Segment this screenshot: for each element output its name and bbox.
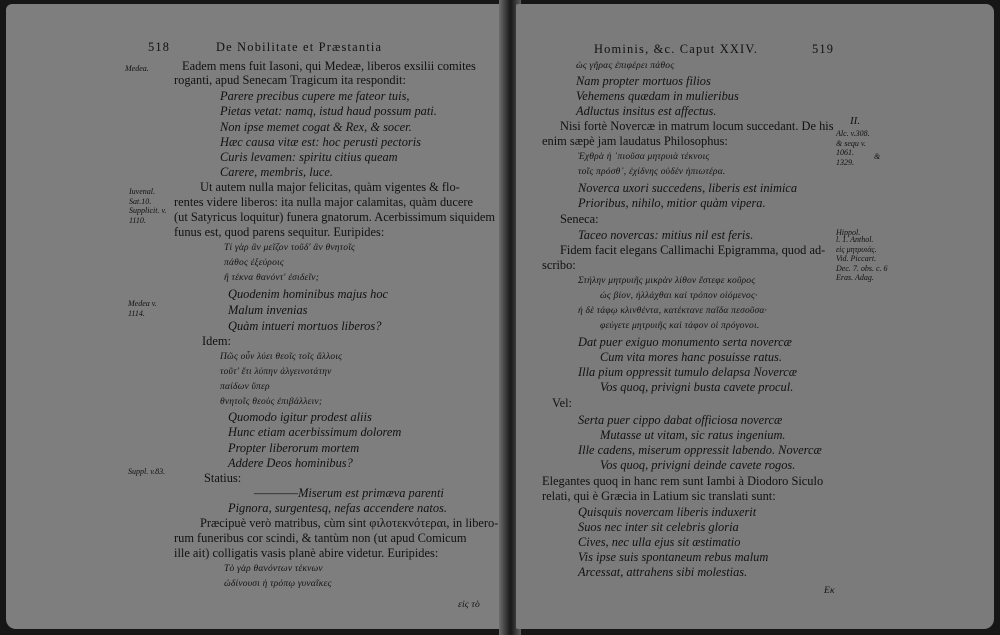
verse-line: Ille cadens, miserum oppressit labendo. Novercæ (578, 443, 822, 457)
verse-line: Curis levamen: spiritu citius queam (220, 150, 398, 164)
verse-line: Malum invenias (228, 303, 308, 317)
text-line: enim sæpè jam laudatus Philosophus: (542, 134, 728, 148)
greek-line: ἢ τέκνα θανόντ' ἐσιδεῖν; (224, 273, 320, 283)
greek-line: Πῶς οὖν λύει θεοῖς τοῖς ἄλλοις (220, 352, 343, 362)
verse-line: Carere, membris, luce. (220, 165, 333, 179)
verse-line: Addere Deos hominibus? (228, 456, 353, 470)
verse-line: Pietas vetat: namq, istud haud possum pati. (220, 104, 437, 118)
greek-line: Στήλην μητρυιῆς μικρὰν λίθον ἔστεφε κοῦρος (578, 276, 756, 286)
margin-note: l. 1. Anthol. εἰς μητρυιάς. Vid. Piccart. Dec. 7. obs. c. 6 Eras. Adag. (836, 235, 888, 282)
margin-note: Hippol. (836, 228, 861, 237)
greek-line: ὡς γῆρας ἐπιφέρει πάθος (576, 61, 675, 71)
verse-line: Vis ipse suis spontaneum rebus malum (578, 550, 769, 564)
text-line: scribo: (542, 258, 576, 272)
catchword: Εκ (824, 586, 835, 596)
margin-note: II. (850, 115, 861, 127)
verse-line: Vehemens quædam in mulieribus (576, 89, 739, 103)
text-line: Vel: (552, 396, 572, 410)
verse-line: Dat puer exiguo monumento serta novercæ (578, 335, 792, 349)
verse-line: ————Miserum est primæva parenti (254, 486, 444, 500)
greek-line: φεύγετε μητρυιῆς καὶ τάφον οἱ πρόγονοι. (600, 321, 760, 331)
verse-line: Non ipse memet cogat & Rex, & socer. (220, 120, 412, 134)
margin-note: Alc. v.308. & sequ v. 1061. 1329. (836, 129, 870, 167)
margin-note: Medea. (125, 64, 149, 73)
verse-line: Vos quoq, privigni deinde cavete rogos. (600, 458, 796, 472)
verse-line: Mutasse ut vitam, sic ratus ingenium. (600, 428, 786, 442)
text-line: Seneca: (560, 212, 599, 226)
text-line: Eadem mens fuit Iasoni, qui Medeæ, liberos exsilii comites (182, 59, 476, 73)
verse-line: Taceo novercas: mitius nil est feris. (578, 228, 754, 242)
page-number: 519 (812, 42, 835, 56)
text-line: Statius: (204, 471, 242, 485)
margin-note: Suppl. v.83. (128, 467, 166, 476)
running-head: De Nobilitate et Præstantia (216, 40, 383, 54)
greek-line: Τί γὰρ ἂν μεῖζον τοῦδ' ἂν θνητοῖς (224, 243, 356, 253)
verse-line: Hæc causa vitæ est: hoc perusti pectoris (220, 135, 421, 149)
text-line: Præcipuè verò matribus, cùm sint φιλοτεκνότεραι, in libero- (200, 516, 499, 530)
verse-line: Parere precibus cupere me fateor tuis, (220, 89, 410, 103)
greek-line: παίδων ὕπερ (220, 382, 270, 392)
text-line: rum funeribus cor scindi, & tantùm non (ut apud Comicum (174, 531, 467, 545)
verse-line: Quomodo igitur prodest aliis (228, 410, 372, 424)
greek-line: Ἐχθρὰ ἡ ᾽πιοῦσα μητρυιὰ τέκνοις (578, 152, 710, 162)
verse-line: Prioribus, nihilo, mitior quàm vipera. (578, 196, 766, 210)
greek-line: Τὸ γὰρ θανόντων τέκνων (224, 564, 323, 574)
right-page (516, 4, 994, 629)
text-line: roganti, apud Senecam Tragicum ita respondit: (174, 73, 406, 87)
verse-line: Arcessat, attrahens sibi molestias. (578, 565, 748, 579)
greek-line: τοῦτ' ἔτι λύπην ἀλγεινοτάτην (220, 367, 332, 377)
text-line: Fidem facit elegans Callimachi Epigramma, quod ad- (560, 243, 826, 257)
verse-line: Serta puer cippo dabat officiosa novercæ (578, 413, 783, 427)
greek-line: τοῖς πρόσθ᾽, ἐχίδνης οὐδὲν ἠπιωτέρα. (578, 167, 726, 177)
verse-line: Cum vita mores hanc posuisse ratus. (600, 350, 782, 364)
verse-line: Hunc etiam acerbissimum dolorem (228, 425, 402, 439)
greek-line: ὡς βίον, ἠλλάχθαι καὶ τρόπον οἰόμενος· (600, 291, 758, 301)
text-line: rentes videre liberos: ita nulla major calamitas, quàm ducere (174, 195, 473, 209)
verse-line: Quisquis novercam liberis induxerit (578, 505, 757, 519)
text-line: funus est, quod parens sequitur. Euripides: (174, 225, 385, 239)
greek-line: ἡ δὲ τάφῳ κλινθέντα, κατέκτανε παῖδα πεσοῦσα· (578, 306, 768, 316)
verse-line: Vos quoq, privigni busta cavete procul. (600, 380, 794, 394)
margin-note: & (874, 152, 881, 161)
text-line: Nisi fortè Novercæ in matrum locum succedant. De his (560, 119, 834, 133)
margin-note: Medea v. 1114. (128, 299, 157, 318)
greek-line: πάθος ἐξεύροις (224, 258, 284, 268)
text-line: Ut autem nulla major felicitas, quàm vigentes & flo- (200, 180, 460, 194)
verse-line: Noverca uxori succedens, liberis est inimica (578, 181, 798, 195)
text-line: ille ait) colligatis vasis planè abire videtur. Euripides: (174, 546, 439, 560)
verse-line: Pignora, surgentesq, nefas accendere natos. (228, 501, 447, 515)
greek-line: θνητοῖς θεοὺς ἐπιβάλλειν; (220, 397, 323, 407)
text-line: relati, qui è Græcia in Latium sic translati sunt: (542, 489, 776, 503)
verse-line: Illa pium oppressit tumulo delapsa Novercæ (578, 365, 798, 379)
verse-line: Propter liberorum mortem (228, 441, 360, 455)
catchword: εἰς τὸ (458, 600, 480, 610)
text-line: Idem: (202, 334, 231, 348)
text-line: Elegantes quoq in hanc rem sunt Iambi à Diodoro Siculo (542, 474, 824, 488)
verse-line: Quodenim hominibus majus hoc (228, 287, 389, 301)
verse-line: Adluctus insitus est affectus. (576, 104, 717, 118)
verse-line: Nam propter mortuos filios (576, 74, 711, 88)
greek-line: ὠδίνουσι ἡ τρόπῳ γυναῖκες (224, 579, 332, 589)
page-number: 518 (148, 40, 171, 54)
verse-line: Cives, nec ulla ejus sit æstimatio (578, 535, 741, 549)
text-line: (ut Satyricus loquitur) funera gnatorum. Acerbissimum siquidem (174, 210, 496, 224)
verse-line: Suos nec inter sit celebris gloria (578, 520, 739, 534)
margin-note: Iuvenal. Sat.10. Supplicit. v. 1110. (129, 187, 167, 225)
running-head: Hominis, &c. Caput XXIV. (594, 42, 759, 56)
left-page (6, 4, 508, 629)
verse-line: Quàm intueri mortuos liberos? (228, 319, 382, 333)
